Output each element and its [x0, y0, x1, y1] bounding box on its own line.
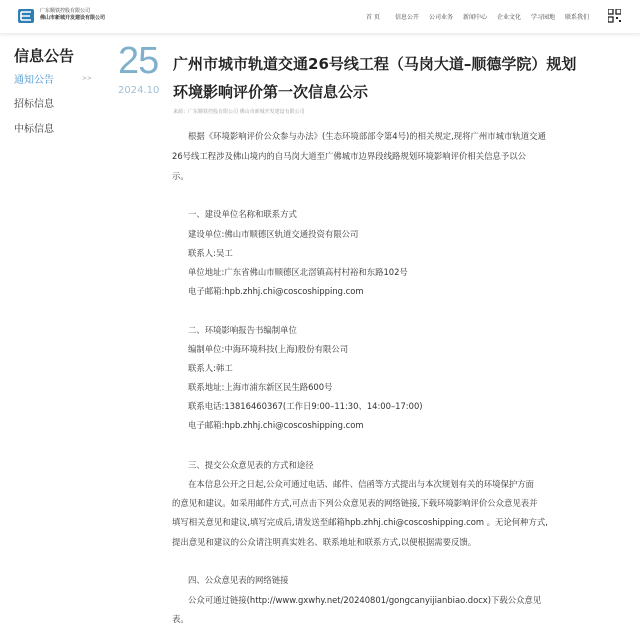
body-line: 联系人:韩工 — [188, 363, 233, 373]
article-source: 来源：广东顺铁控股有限公司 佛山市新城开发建设有限公司 — [173, 109, 305, 115]
body-line: 联系人:吴工 — [188, 248, 233, 258]
section-heading: 三、提交公众意见表的方式和途径 — [188, 460, 314, 470]
body-line: 在本信息公开之日起,公众可通过电话、邮件、信函等方式提出与本次规划有关的环境保护方面 — [188, 479, 535, 489]
body-line: 示。 — [172, 171, 189, 181]
section-heading: 一、建设单位名称和联系方式 — [188, 209, 297, 219]
body-line: 电子邮箱:hpb.zhhj.chi@coscoshipping.com — [188, 420, 364, 430]
nav-business[interactable]: 公司业务 — [429, 14, 454, 21]
body-line: 提出意见和建议的公众请注明真实姓名、联系地址和联系方式,以便根据需要反馈。 — [172, 537, 477, 547]
section-heading: 四、公众意见表的网络链接 — [188, 575, 289, 585]
body-line: 填写相关意见和建议,填写完成后,请发送至邮箱hpb.zhhj.chi@coscoshipping.com 。无论何种方式, — [172, 517, 548, 527]
body-line: 联系地址:上海市浦东新区民生路600号 — [188, 382, 333, 392]
nav-contact[interactable]: 联系我们 — [565, 14, 590, 21]
site-header — [0, 0, 640, 34]
active-arrow-icon: >> — [82, 75, 93, 82]
nav-learning[interactable]: 学习园地 — [531, 14, 556, 21]
nav-info-disclosure[interactable]: 信息公开 — [395, 14, 420, 21]
body-line: 建设单位:佛山市顺德区轨道交通投资有限公司 — [188, 229, 359, 239]
body-line: 电子邮箱:hpb.zhhj.chi@coscoshipping.com — [188, 286, 364, 296]
nav-home[interactable]: 首 页 — [366, 14, 380, 21]
company-name: 广东顺铁控股有限公司 佛山市新城开发建设有限公司 — [40, 8, 106, 21]
body-line: 26号线工程涉及佛山境内的自马岗大道至广佛城市边界段线路规划环境影响评价相关信息予以公 — [172, 151, 527, 161]
article-title-line2: 环境影响评价第一次信息公示 — [173, 83, 369, 101]
company-logo-icon — [18, 9, 34, 23]
article-year-month: 2024.10 — [118, 85, 160, 96]
body-line: 编制单位:中海环境科技(上海)股份有限公司 — [188, 344, 349, 354]
body-line: 联系电话:13816460367(工作日9:00–11:30、14:00–17:00) — [188, 401, 423, 411]
body-line: 单位地址:广东省佛山市顺德区北滘镇高村村裕和东路102号 — [188, 267, 408, 277]
nav-culture[interactable]: 企业文化 — [497, 14, 522, 21]
sidebar-item-tenders[interactable]: 招标信息 — [14, 99, 54, 110]
sidebar-title: 信息公告 — [14, 47, 75, 65]
article-day: 25 — [118, 40, 159, 82]
sidebar-item-notices[interactable]: 通知公告 — [14, 75, 54, 86]
nav-news[interactable]: 新闻中心 — [463, 14, 488, 21]
sidebar-item-awards[interactable]: 中标信息 — [14, 124, 54, 135]
qr-code-icon[interactable] — [608, 9, 621, 23]
body-line-link[interactable]: 公众可通过链接(http://www.gxwhy.net/20240801/gongcanyijianbiao.docx)下载公众意见 — [188, 595, 542, 605]
body-line: 表。 — [172, 614, 189, 624]
body-line: 的意见和建议。如采用邮件方式,可点击下列公众意见表的网络链接,下载环境影响评价公众意见表并 — [172, 498, 538, 508]
article-title-line1: 广州市城市轨道交通26号线工程（马岗大道–顺德学院）规划 — [173, 55, 577, 73]
body-line: 根据《环境影响评价公众参与办法》(生态环境部部令第4号)的相关规定,现将广州市城市轨道交通 — [188, 131, 546, 141]
section-heading: 二、环境影响报告书编制单位 — [188, 325, 297, 335]
